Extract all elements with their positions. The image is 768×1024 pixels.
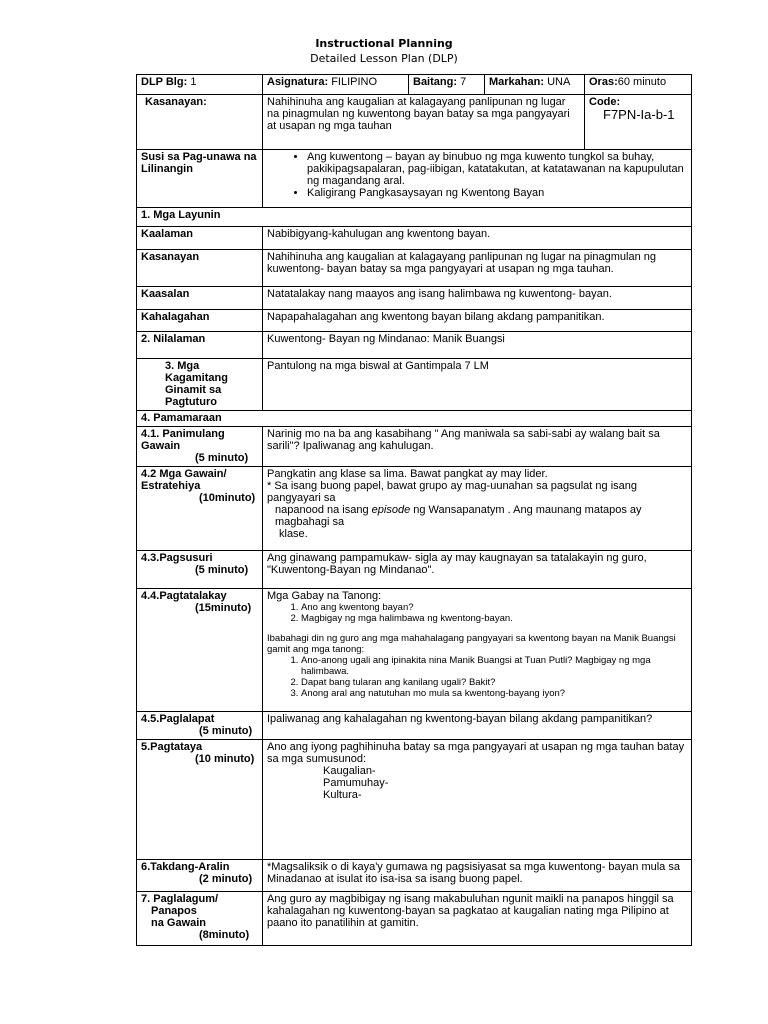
- kagamitan-row: [137, 359, 692, 411]
- pagtataya-text: Ano ang iyong paghihinuha batay sa mga pangyayari at usapan ng mga tauhan batay sa mga sumusunod:: [267, 741, 685, 765]
- paglalagum-label: 7. Paglalagum/: [141, 893, 219, 905]
- pagtataya-item: Pamumuhay-: [323, 777, 389, 789]
- panimulang-time: (5 minuto): [195, 452, 249, 464]
- kahalagahan-text: Napapahalagahan ang kwentong bayan bilang akdang pampanitikan.: [263, 310, 692, 332]
- takdang-text: *Magsaliksik o di kaya'y gumawa ng pagsisiyasat sa mga kuwentong- bayan mula sa Minadanao at isulat ito isa-isa sa isang buong papel.: [263, 860, 692, 892]
- oras-value: 60 minuto: [617, 76, 667, 88]
- kaasalan-row: [137, 287, 692, 310]
- question-item: 1. Ano ang kwentong bayan?: [301, 602, 687, 613]
- panimulang-row: [137, 427, 692, 467]
- kaalaman-label: Kaalaman: [137, 227, 263, 250]
- kaalaman-row: [137, 227, 692, 250]
- pagtataya-label: 5.Pagtataya: [141, 741, 203, 753]
- gawain-label-cell: [137, 467, 263, 551]
- paglalapat-label-cell: [137, 712, 263, 740]
- kasanayan-text: Nahihinuha ang kaugalian at kalagayang panlipunan ng lugar na pinagmulan ng kuwentong bayan batay sa mga pangyayari at usapan ng mga tauhan: [263, 95, 585, 150]
- markahan-cell: [485, 75, 585, 95]
- gabay-questions: [267, 602, 687, 624]
- markahan-label: Markahan:: [489, 76, 545, 88]
- info-row: [137, 75, 692, 95]
- takdang-label-cell: [137, 860, 263, 892]
- gawain-line: * Sa isang buong papel, bawat grupo ay mag-uunahan sa pagsulat ng isang pangyayari sa: [267, 480, 637, 504]
- gawain-line: napanood na isang episode ng Wansapanatym . Ang maunang matapos ay magbahagi sa: [275, 504, 642, 528]
- gawain-line: Pangkatin ang klase sa lima. Bawat pangkat ay may lider.: [267, 468, 548, 480]
- paglalapat-row: [137, 712, 692, 740]
- susi-label: Susi sa Pag-unawa na Lilinangin: [137, 150, 263, 208]
- paglalapat-label: 4.5.Paglalapat: [141, 713, 215, 725]
- layunin-heading-row: [137, 208, 692, 227]
- gawain-row: [137, 467, 692, 551]
- kagamitan-text: Pantulong na mga biswal at Gantimpala 7 LM: [263, 359, 692, 411]
- pagtatalakay-content: [263, 589, 692, 712]
- pagtataya-item: Kultura-: [323, 789, 362, 801]
- dlp-number-cell: [137, 75, 263, 95]
- pagtatalakay-intro: Ibabahagi din ng guro ang mga mahahalagang pangyayari sa kwentong bayan na Manik Buangsi gamit ang mga tanong:: [267, 633, 676, 655]
- gawain-content: [263, 467, 692, 551]
- question-item: 3. Anong aral ang natutuhan mo mula sa kwentong-bayang iyon?: [301, 688, 687, 699]
- gawain-line: klase.: [279, 528, 308, 540]
- paglalagum-text: Ang guro ay magbibigay ng isang makabuluhan ngunit maikli na panapos hinggil sa kahalagahan ng kuwentong-bayan sa pagkatao at kaugalian nating mga Pilipino at paano ito panatilihin at gamitin.: [263, 892, 692, 946]
- kahalagahan-label: Kahalagahan: [137, 310, 263, 332]
- layunin-heading: 1. Mga Layunin: [137, 208, 692, 227]
- pagtataya-label-cell: [137, 740, 263, 860]
- kaalaman-text: Nabibigyang-kahulugan ang kwentong bayan.: [263, 227, 692, 250]
- susi-bullets: [267, 151, 687, 199]
- nilalaman-text: Kuwentong- Bayan ng Mindanao: Manik Buangsi: [263, 332, 692, 359]
- question-item: 2. Magbigay ng mga halimbawa ng kwentong-bayan.: [301, 613, 687, 624]
- kaasalan-text: Natatalakay nang maayos ang isang halimbawa ng kuwentong- bayan.: [263, 287, 692, 310]
- code-value: F7PN-Ia-b-1: [603, 107, 675, 122]
- paglalagum-label: Panapos: [151, 905, 197, 917]
- susi-bullet: • Ang kuwentong – bayan ay binubuo ng mga kuwento tungkol sa buhay, pakikipagsapalaran, pag-iibigan, katatakutan, at katatawanan na kapupulutan ng magandang aral.: [307, 151, 687, 187]
- pagtataya-row: [137, 740, 692, 860]
- pagsusuri-label: 4.3.Pagsusuri: [141, 552, 213, 564]
- pagsusuri-time: (5 minuto): [195, 564, 249, 576]
- pagtatalakay-label: 4.4.Pagtatalakay: [141, 590, 227, 602]
- pagtataya-time: (10 minuto): [195, 753, 255, 765]
- kasanayan-layunin-text: Nahihinuha ang kaugalian at kalagayang panlipunan ng lugar na pinagmulan ng kuwentong- bayan batay sa mga pangyayari at usapan ng mga tauhan.: [263, 250, 692, 287]
- paglalagum-label-cell: [137, 892, 263, 946]
- pagtatalakay-row: [137, 589, 692, 712]
- susi-row: [137, 150, 692, 208]
- pagsusuri-row: [137, 551, 692, 589]
- panimulang-label: 4.1. Panimulang Gawain: [141, 428, 225, 452]
- asignatura-value: FILIPINO: [331, 76, 378, 88]
- gawain-label: 4.2 Mga Gawain/ Estratehiya: [141, 468, 227, 492]
- code-label: Code:: [589, 96, 621, 108]
- kasanayan-row: [137, 95, 692, 150]
- pagsusuri-text: Ang ginawang pampamukaw- sigla ay may kaugnayan sa tatalakayin ng guro, "Kuwentong-Bayan ng Mindanao".: [263, 551, 692, 589]
- pamamaraan-heading: 4. Pamamaraan: [137, 411, 692, 427]
- baitang-value: 7: [460, 76, 467, 88]
- dlp-label: DLP Blg:: [141, 76, 188, 88]
- gabay-heading: Mga Gabay na Tanong:: [267, 590, 382, 602]
- paglalagum-row: [137, 892, 692, 946]
- pagtataya-item: Kaugalian-: [323, 765, 376, 777]
- question-item: 2. Dapat bang tularan ang kanilang ugali? Bakit?: [301, 677, 687, 688]
- kahalagahan-row: [137, 310, 692, 332]
- dlp-value: 1: [190, 76, 197, 88]
- panimulang-text: Narinig mo na ba ang kasabihang " Ang maniwala sa sabi-sabi ay walang bait sa sarili"? Ipaliwanag ang kahulugan.: [263, 427, 692, 467]
- manik-questions: [267, 655, 687, 699]
- nilalaman-row: [137, 332, 692, 359]
- asignatura-label: Asignatura:: [267, 76, 329, 88]
- asignatura-cell: [263, 75, 409, 95]
- pagtatalakay-time: (15minuto): [195, 602, 252, 614]
- paglalagum-label: na Gawain: [151, 917, 207, 929]
- paglalapat-text: Ipaliwanag ang kahalagahan ng kwentong-bayan bilang akdang pampanitikan?: [263, 712, 692, 740]
- pamamaraan-heading-row: [137, 411, 692, 427]
- paglalapat-time: (5 minuto): [199, 725, 253, 737]
- gawain-time: (10minuto): [199, 492, 256, 504]
- lesson-plan-table: [136, 74, 692, 946]
- markahan-value: UNA: [547, 76, 571, 88]
- oras-cell: [585, 75, 692, 95]
- baitang-label: Baitang:: [413, 76, 457, 88]
- pagtatalakay-label-cell: [137, 589, 263, 712]
- kagamitan-label: 3. Mga Kagamitang Ginamit sa Pagtuturo: [137, 359, 263, 411]
- pagtataya-content: [263, 740, 692, 860]
- kasanayan-layunin-label: Kasanayan: [137, 250, 263, 287]
- document-subtitle: Detailed Lesson Plan (DLP): [310, 52, 458, 65]
- code-cell: [585, 95, 692, 150]
- pagsusuri-label-cell: [137, 551, 263, 589]
- paglalagum-time: (8minuto): [199, 929, 250, 941]
- oras-label: Oras:: [589, 76, 618, 88]
- kaasalan-label: Kaasalan: [137, 287, 263, 310]
- susi-content: [263, 150, 692, 208]
- takdang-label: 6.Takdang-Aralin: [141, 861, 230, 873]
- susi-bullet: • Kaligirang Pangkasaysayan ng Kwentong Bayan: [307, 187, 687, 199]
- kasanayan-layunin-row: [137, 250, 692, 287]
- panimulang-label-cell: [137, 427, 263, 467]
- kasanayan-label: Kasanayan:: [137, 95, 263, 150]
- takdang-row: [137, 860, 692, 892]
- takdang-time: (2 minuto): [199, 873, 253, 885]
- baitang-cell: [409, 75, 485, 95]
- question-item: 1. Ano-anong ugali ang ipinakita nina Manik Buangsi at Tuan Putli? Magbigay ng mga halimbawa.: [301, 655, 687, 677]
- nilalaman-label: 2. Nilalaman: [137, 332, 263, 359]
- document-title: Instructional Planning: [315, 37, 453, 50]
